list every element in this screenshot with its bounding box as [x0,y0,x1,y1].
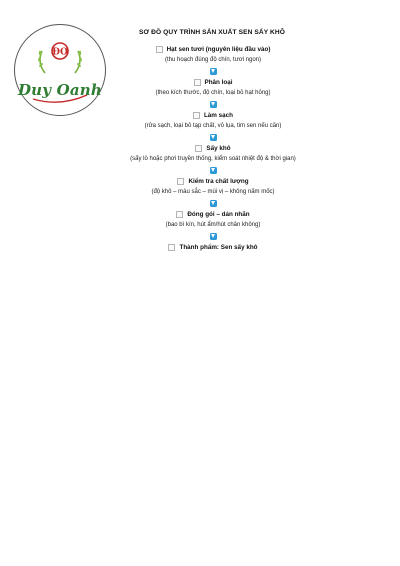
step-note: (rửa sạch, loại bỏ tạp chất, vỏ lụa, tim sen nếu cần) [144,123,282,129]
step-5 [151,176,274,197]
arrow-down-icon [210,134,217,141]
step-title: Làm sạch [203,112,234,119]
logo-emblem-icon [15,25,105,115]
step-3 [145,110,282,131]
checkbox-icon[interactable] [177,178,184,185]
step-title: Đóng gói – dán nhãn [187,211,250,218]
checkbox-icon[interactable] [195,145,202,152]
step-title: Hạt sen tươi (nguyên liệu đầu vào) [166,46,271,53]
step-title: Kiểm tra chất lượng [188,178,249,185]
checkbox-icon[interactable] [156,46,163,53]
checkbox-icon[interactable] [176,211,183,218]
arrow-down-icon [210,200,217,207]
arrow-down-icon [210,233,217,240]
step-2 [155,77,270,98]
step-1 [156,44,271,65]
process-flow [100,44,326,253]
arrow-down-icon [210,68,217,75]
checkbox-icon[interactable] [194,79,201,86]
logo [14,24,106,116]
step-note: (theo kích thước, độ chín, loại bỏ hạt hỏng) [155,90,271,96]
page-title: SƠ ĐỒ QUY TRÌNH SẢN XUẤT SEN SẤY KHÔ [138,29,285,36]
step-6 [166,209,261,230]
arrow-down-icon [210,167,217,174]
step-4 [130,143,296,164]
step-note: (thu hoạch đúng độ chín, tươi ngon) [164,57,261,63]
checkbox-icon[interactable] [193,112,200,119]
logo-brand-text: Duy Oanh [17,81,103,99]
step-title: Thành phẩm: Sen sấy khô [179,244,258,251]
logo-monogram: ĐO [52,47,68,58]
step-note: (độ khô – màu sắc – mùi vị – không nấm mốc) [151,189,275,195]
step-7 [168,242,257,253]
step-note: (sấy lò hoặc phơi truyền thống, kiểm soát nhiệt độ & thời gian) [130,156,296,162]
checkbox-icon[interactable] [168,244,175,251]
arrow-down-icon [210,101,217,108]
step-note: (bao bì kín, hút ẩm/hút chân không) [165,222,261,228]
step-title: Sấy khô [206,145,231,152]
step-title: Phân loại [204,79,233,86]
